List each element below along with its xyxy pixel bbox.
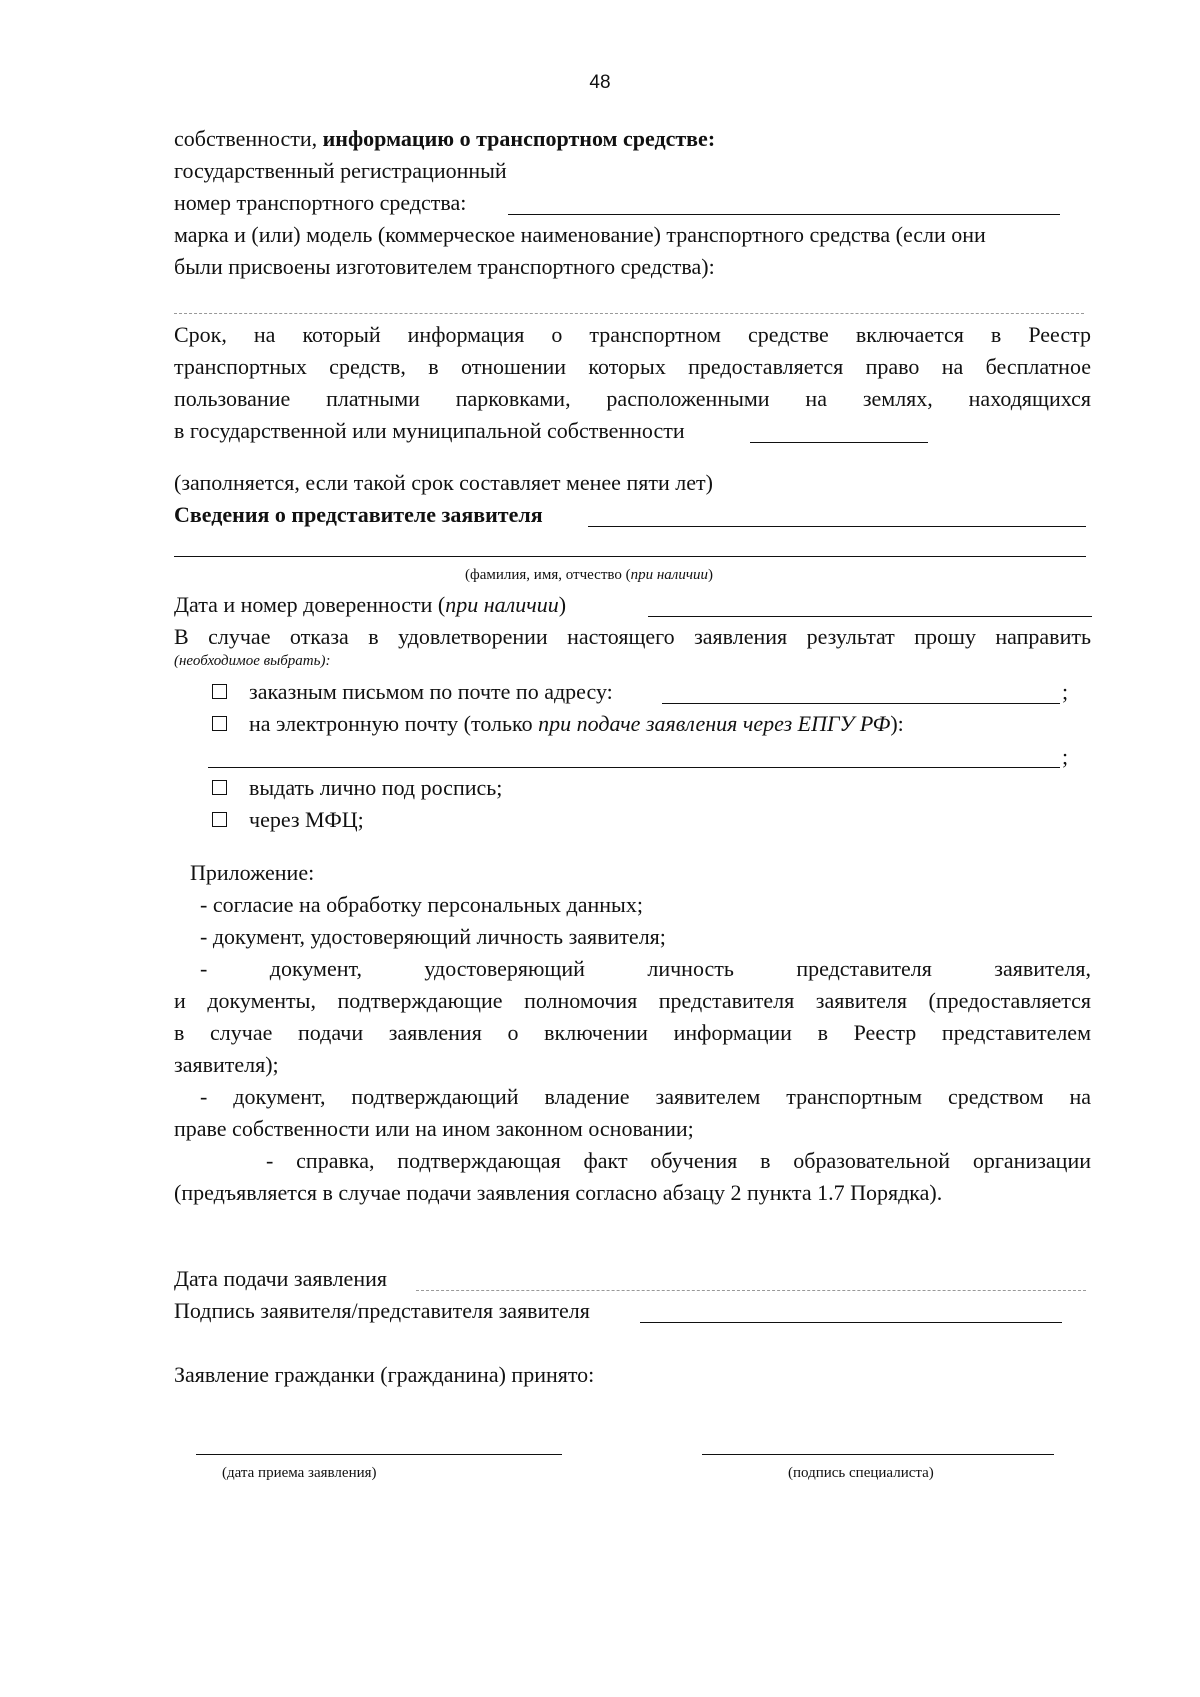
refusal-text: В случае отказа в удовлетворении настоящего заявления результат прошу направить [174, 624, 1091, 649]
term-field[interactable] [750, 442, 928, 443]
vehicle-model-field[interactable] [174, 313, 1084, 314]
accepted-label: Заявление гражданки (гражданина) принято: [174, 1362, 595, 1387]
term-line-4: в государственной или муниципальной собственности [174, 418, 685, 443]
term-note: (заполняется, если такой срок составляет менее пяти лет) [174, 470, 713, 495]
mail-option-label: заказным письмом по почте по адресу: [249, 679, 613, 704]
attachment-item-4-line-2: праве собственности или на ином законном основании; [174, 1116, 694, 1141]
attachment-item-3-line-2: и документы, подтверждающие полномочия представителя заявителя (предоставляется [174, 988, 1091, 1013]
acceptance-date-field[interactable] [196, 1454, 562, 1455]
page-number: 48 [589, 72, 611, 93]
attachment-item-3-line-4: заявителя); [174, 1052, 279, 1077]
vehicle-model-label-2: были присвоены изготовителем транспортного средства): [174, 254, 715, 279]
mfc-option-label: через МФЦ; [249, 807, 364, 832]
specialist-signature-caption: (подпись специалиста) [788, 1465, 934, 1481]
attachment-item-4-line-1: - документ, подтверждающий владение заявителем транспортным средством на [200, 1084, 1091, 1109]
applicant-signature-field[interactable] [640, 1322, 1062, 1323]
vehicle-model-label-1: марка и (или) модель (коммерческое наименование) транспортного средства (если они [174, 222, 986, 247]
mail-address-field[interactable] [662, 703, 1060, 704]
attachment-item-5-line-1: - справка, подтверждающая факт обучения в образовательной организации [266, 1148, 1091, 1173]
email-checkbox[interactable] [212, 716, 227, 731]
submission-date-label: Дата подачи заявления [174, 1266, 387, 1291]
vehicle-info-prefix: собственности, [174, 126, 323, 151]
representative-heading: Сведения о представителе заявителя [174, 502, 543, 527]
power-of-attorney-label: Дата и номер доверенности (при наличии) [174, 592, 567, 617]
reg-plate-label-1: государственный регистрационный [174, 158, 507, 183]
personal-checkbox[interactable] [212, 780, 227, 795]
specialist-signature-field[interactable] [702, 1454, 1054, 1455]
email-address-field[interactable] [208, 767, 1060, 768]
mail-semicolon: ; [1062, 679, 1069, 704]
attachment-item-1: - согласие на обработку персональных данных; [200, 892, 643, 917]
attachment-item-2: - документ, удостоверяющий личность заявителя; [200, 924, 666, 949]
mail-checkbox[interactable] [212, 684, 227, 699]
representative-name-field[interactable] [174, 556, 1086, 557]
attachment-item-5-line-2: (предъявляется в случае подачи заявления согласно абзацу 2 пункта 1.7 Порядка). [174, 1180, 943, 1205]
vehicle-info-heading: информацию о транспортном средстве: [322, 126, 716, 151]
submission-date-field[interactable] [416, 1290, 1086, 1291]
attachment-item-3-line-1: - документ, удостоверяющий личность представителя заявителя, [200, 956, 1091, 981]
mfc-checkbox[interactable] [212, 812, 227, 827]
email-option-label: на электронную почту (только при подаче заявления через ЕПГУ РФ): [249, 711, 904, 736]
attachments-title: Приложение: [190, 860, 315, 885]
term-line-2: транспортных средств, в отношении которых предоставляется право на бесплатное [174, 354, 1091, 379]
reg-plate-field[interactable] [508, 214, 1060, 215]
attachment-item-3-line-3: в случае подачи заявления о включении информации в Реестр представителем [174, 1020, 1091, 1045]
term-line-3: пользование платными парковками, расположенными на землях, находящихся [174, 386, 1091, 411]
vehicle-info-line [174, 124, 715, 154]
representative-field[interactable] [588, 526, 1086, 527]
power-of-attorney-field[interactable] [648, 616, 1092, 617]
representative-name-caption: (фамилия, имя, отчество (при наличии) [465, 567, 713, 583]
reg-plate-label-2: номер транспортного средства: [174, 190, 467, 215]
email-semicolon: ; [1062, 744, 1069, 769]
refusal-hint: (необходимое выбрать): [174, 653, 331, 669]
acceptance-date-caption: (дата приема заявления) [222, 1465, 377, 1481]
applicant-signature-label: Подпись заявителя/представителя заявителя [174, 1298, 590, 1323]
term-line-1: Срок, на который информация о транспортном средстве включается в Реестр [174, 322, 1091, 347]
personal-option-label: выдать лично под роспись; [249, 775, 503, 800]
